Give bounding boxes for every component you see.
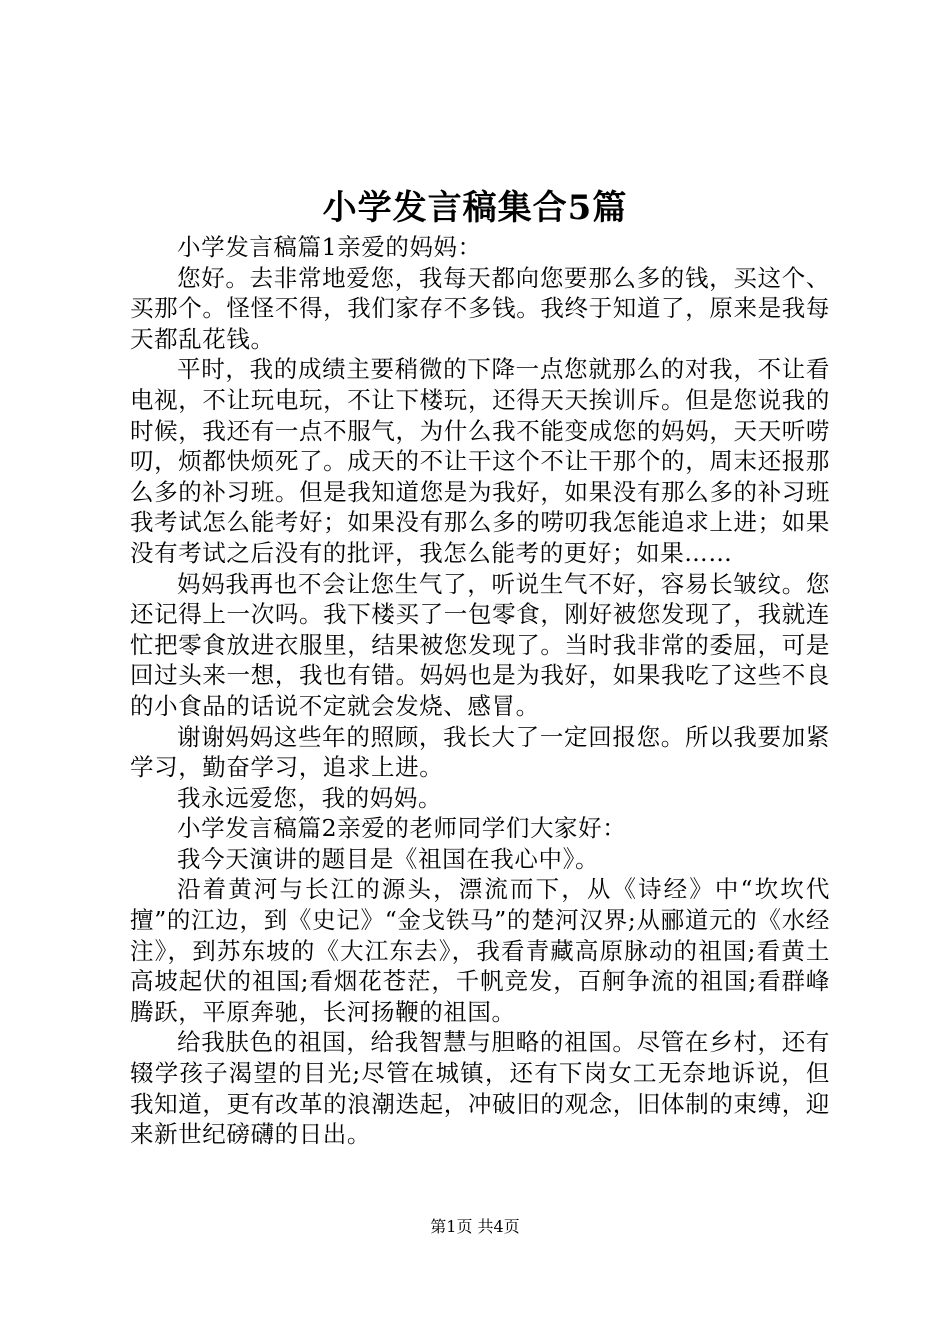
paragraph: 沿着黄河与长江的源头，漂流而下，从《诗经》中“坎坎代擅”的江边，到《史记》“金戈铁马”的楚河汉界;从郦道元的《水经注》，到苏东坡的《大江东去》，我看青藏高原脉动的祖国;看黄土高坡起伏的祖国;看烟花苍茫，千帆竞发，百舸争流的祖国;看群峰腾跃，平原奔驰，长河扬鞭的祖国。	[130, 875, 830, 1026]
paragraph: 小学发言稿篇2亲爱的老师同学们大家好：	[177, 814, 627, 843]
page-number: 第1页 共4页	[430, 1217, 520, 1236]
paragraph: 我永远爱您，我的妈妈。	[177, 783, 443, 812]
page-footer	[0, 1216, 950, 1238]
paragraph: 妈妈我再也不会让您生气了，听说生气不好，容易长皱纹。您还记得上一次吗。我下楼买了一包零食，刚好被您发现了，我就连忙把零食放进衣服里，结果被您发现了。当时我非常的委屈，可是回过头来一想，我也有错。妈妈也是为我好，如果我吃了这些不良的小食品的话说不定就会发烧、感冒。	[130, 569, 830, 720]
paragraph: 谢谢妈妈这些年的照顾，我长大了一定回报您。所以我要加紧学习，勤奋学习，追求上进。	[130, 722, 830, 782]
paragraph: 给我肤色的祖国，给我智慧与胆略的祖国。尽管在乡村，还有辍学孩子渴望的目光;尽管在城镇，还有下岗女工无奈地诉说，但我知道，更有改革的浪潮迭起，冲破旧的观念，旧体制的束缚，迎来新世纪磅礴的日出。	[130, 1028, 830, 1149]
paragraph: 您好。去非常地爱您，我每天都向您要那么多的钱，买这个、买那个。怪怪不得，我们家存不多钱。我终于知道了，原来是我每天都乱花钱。	[130, 263, 830, 353]
paragraph: 平时，我的成绩主要稍微的下降一点您就那么的对我，不让看电视，不让玩电玩，不让下楼玩，还得天天挨训斥。但是您说我的时候，我还有一点不服气，为什么我不能变成您的妈妈，天天听唠叨，烦都快烦死了。成天的不让干这个不让干那个的，周末还报那么多的补习班。但是我知道您是为我好，如果没有那么多的补习班我考试怎么能考好；如果没有那么多的唠叨我怎能追求上进；如果没有考试之后没有的批评，我怎么能考的更好；如果……	[130, 355, 830, 567]
document-title: 小学发言稿集合5篇	[322, 188, 628, 228]
document-body	[130, 232, 830, 1150]
paragraph: 小学发言稿篇1亲爱的妈妈：	[177, 233, 482, 261]
paragraph: 我今天演讲的题目是《祖国在我心中》。	[177, 844, 600, 873]
